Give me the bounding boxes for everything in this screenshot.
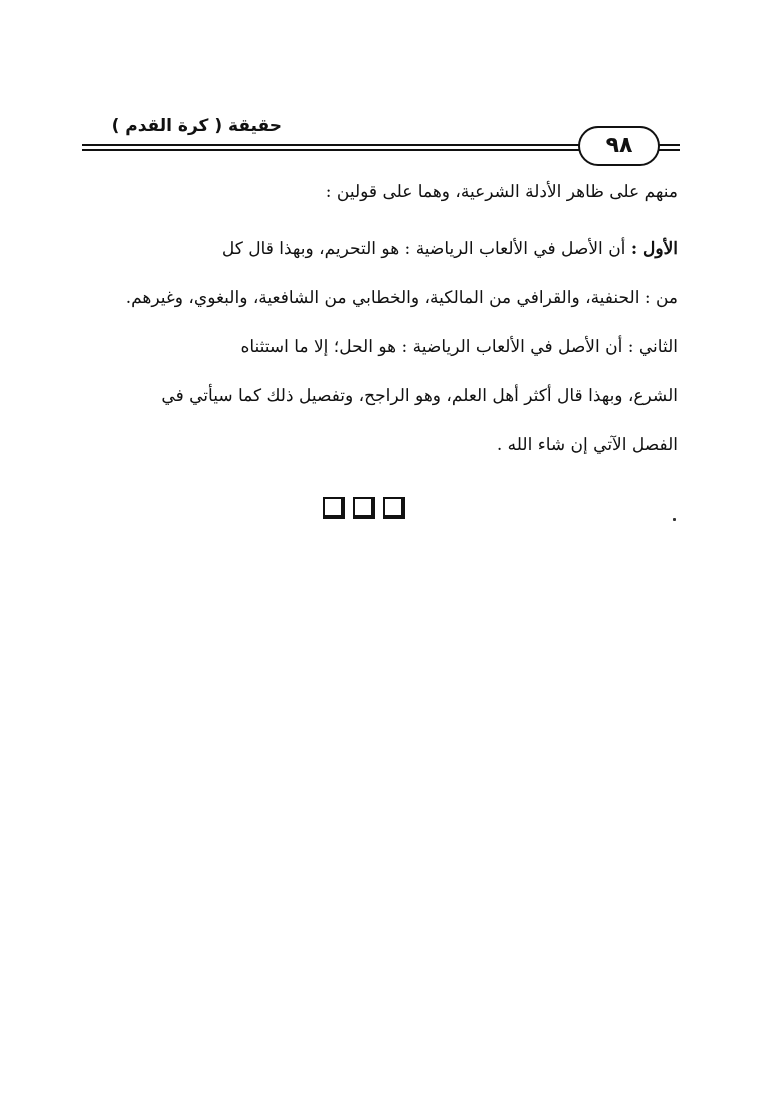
first-opinion-text-1: أن الأصل في الألعاب الرياضية : هو التحريم، وبهذا قال كل [221,239,626,259]
first-opinion-label: الأول : [630,239,678,259]
second-opinion-line-1 [82,323,678,372]
header-rule [82,144,582,146]
second-opinion-line-2: الشرع، وبهذا قال أكثر أهل العلم، وهو الراجح، وتفصيل ذلك كما سيأتي في [161,386,678,406]
section-separator [323,497,423,519]
separator-square-icon [323,497,345,519]
page-number: ٩٨ [578,126,660,166]
scan-speck [673,518,676,521]
second-opinion-label: الثاني : [627,337,678,357]
second-opinion-text-1: أن الأصل في الألعاب الرياضية : هو الحل؛ إلا ما استثناه [240,337,623,357]
header-rule [82,149,582,151]
running-title: حقيقة ( كرة القدم ) [111,116,282,136]
first-opinion-line-2: من : الحنفية، والقرافي من المالكية، والخطابي من الشافعية، والبغوي، وغيرهم. [125,288,678,308]
first-opinion-line-1 [82,225,678,274]
second-opinion-line-3: الفصل الآتي إن شاء الله . [496,435,678,455]
page-header [82,106,680,162]
separator-square-icon [383,497,405,519]
separator-square-icon [353,497,375,519]
main-text [82,168,678,470]
intro-line: منهم على ظاهر الأدلة الشرعية، وهما على قولين : [325,182,678,202]
